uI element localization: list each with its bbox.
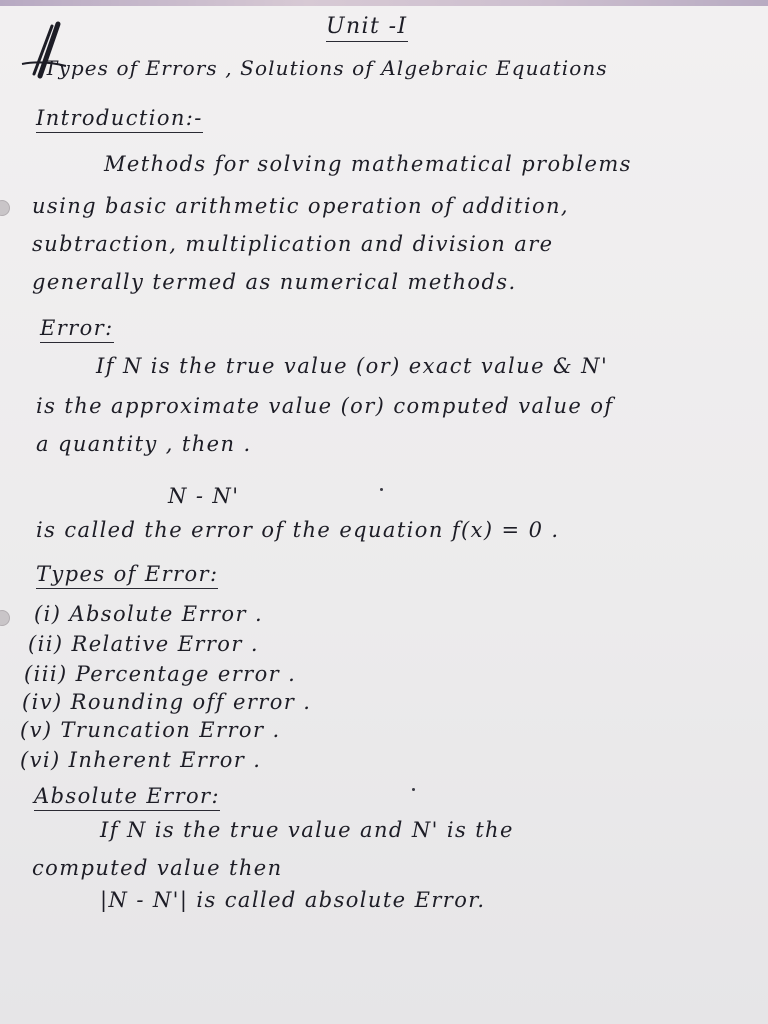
types-list-item: (vi) Inherent Error . — [20, 748, 262, 772]
intro-line: Methods for solving mathematical problems — [104, 152, 632, 176]
absolute-error-line: computed value then — [32, 856, 283, 880]
types-list-item: (iv) Rounding off error . — [22, 690, 312, 714]
error-line: a quantity , then . — [36, 432, 252, 456]
types-list-item: (v) Truncation Error . — [20, 718, 281, 742]
absolute-error-heading: Absolute Error: — [34, 784, 220, 811]
intro-line: subtraction, multiplication and division are — [32, 232, 554, 256]
ink-dot — [380, 488, 383, 491]
introduction-heading: Introduction:- — [36, 106, 203, 133]
unit-title: Unit -I — [326, 14, 408, 42]
error-conclusion: is called the error of the equation f(x) = 0 . — [36, 518, 560, 542]
error-heading: Error: — [40, 316, 114, 343]
types-list-item: (i) Absolute Error . — [34, 602, 264, 626]
intro-line: generally termed as numerical methods. — [32, 270, 517, 294]
types-list-item: (ii) Relative Error . — [28, 632, 259, 656]
types-heading: Types of Error: — [36, 562, 218, 589]
ink-dot — [412, 788, 415, 791]
margin-hole — [0, 200, 10, 216]
absolute-error-line: |N - N'| is called absolute Error. — [100, 888, 486, 912]
error-line: If N is the true value (or) exact value & N' — [96, 354, 609, 378]
page-top-edge — [0, 0, 768, 6]
margin-hole — [0, 610, 10, 626]
error-formula: N - N' — [168, 484, 240, 508]
chapter-title: Types of Errors , Solutions of Algebraic Equations — [44, 56, 608, 80]
error-line: is the approximate value (or) computed value of — [36, 394, 614, 418]
absolute-error-line: If N is the true value and N' is the — [100, 818, 514, 842]
intro-line: using basic arithmetic operation of addition, — [32, 194, 570, 218]
types-list-item: (iii) Percentage error . — [24, 662, 297, 686]
